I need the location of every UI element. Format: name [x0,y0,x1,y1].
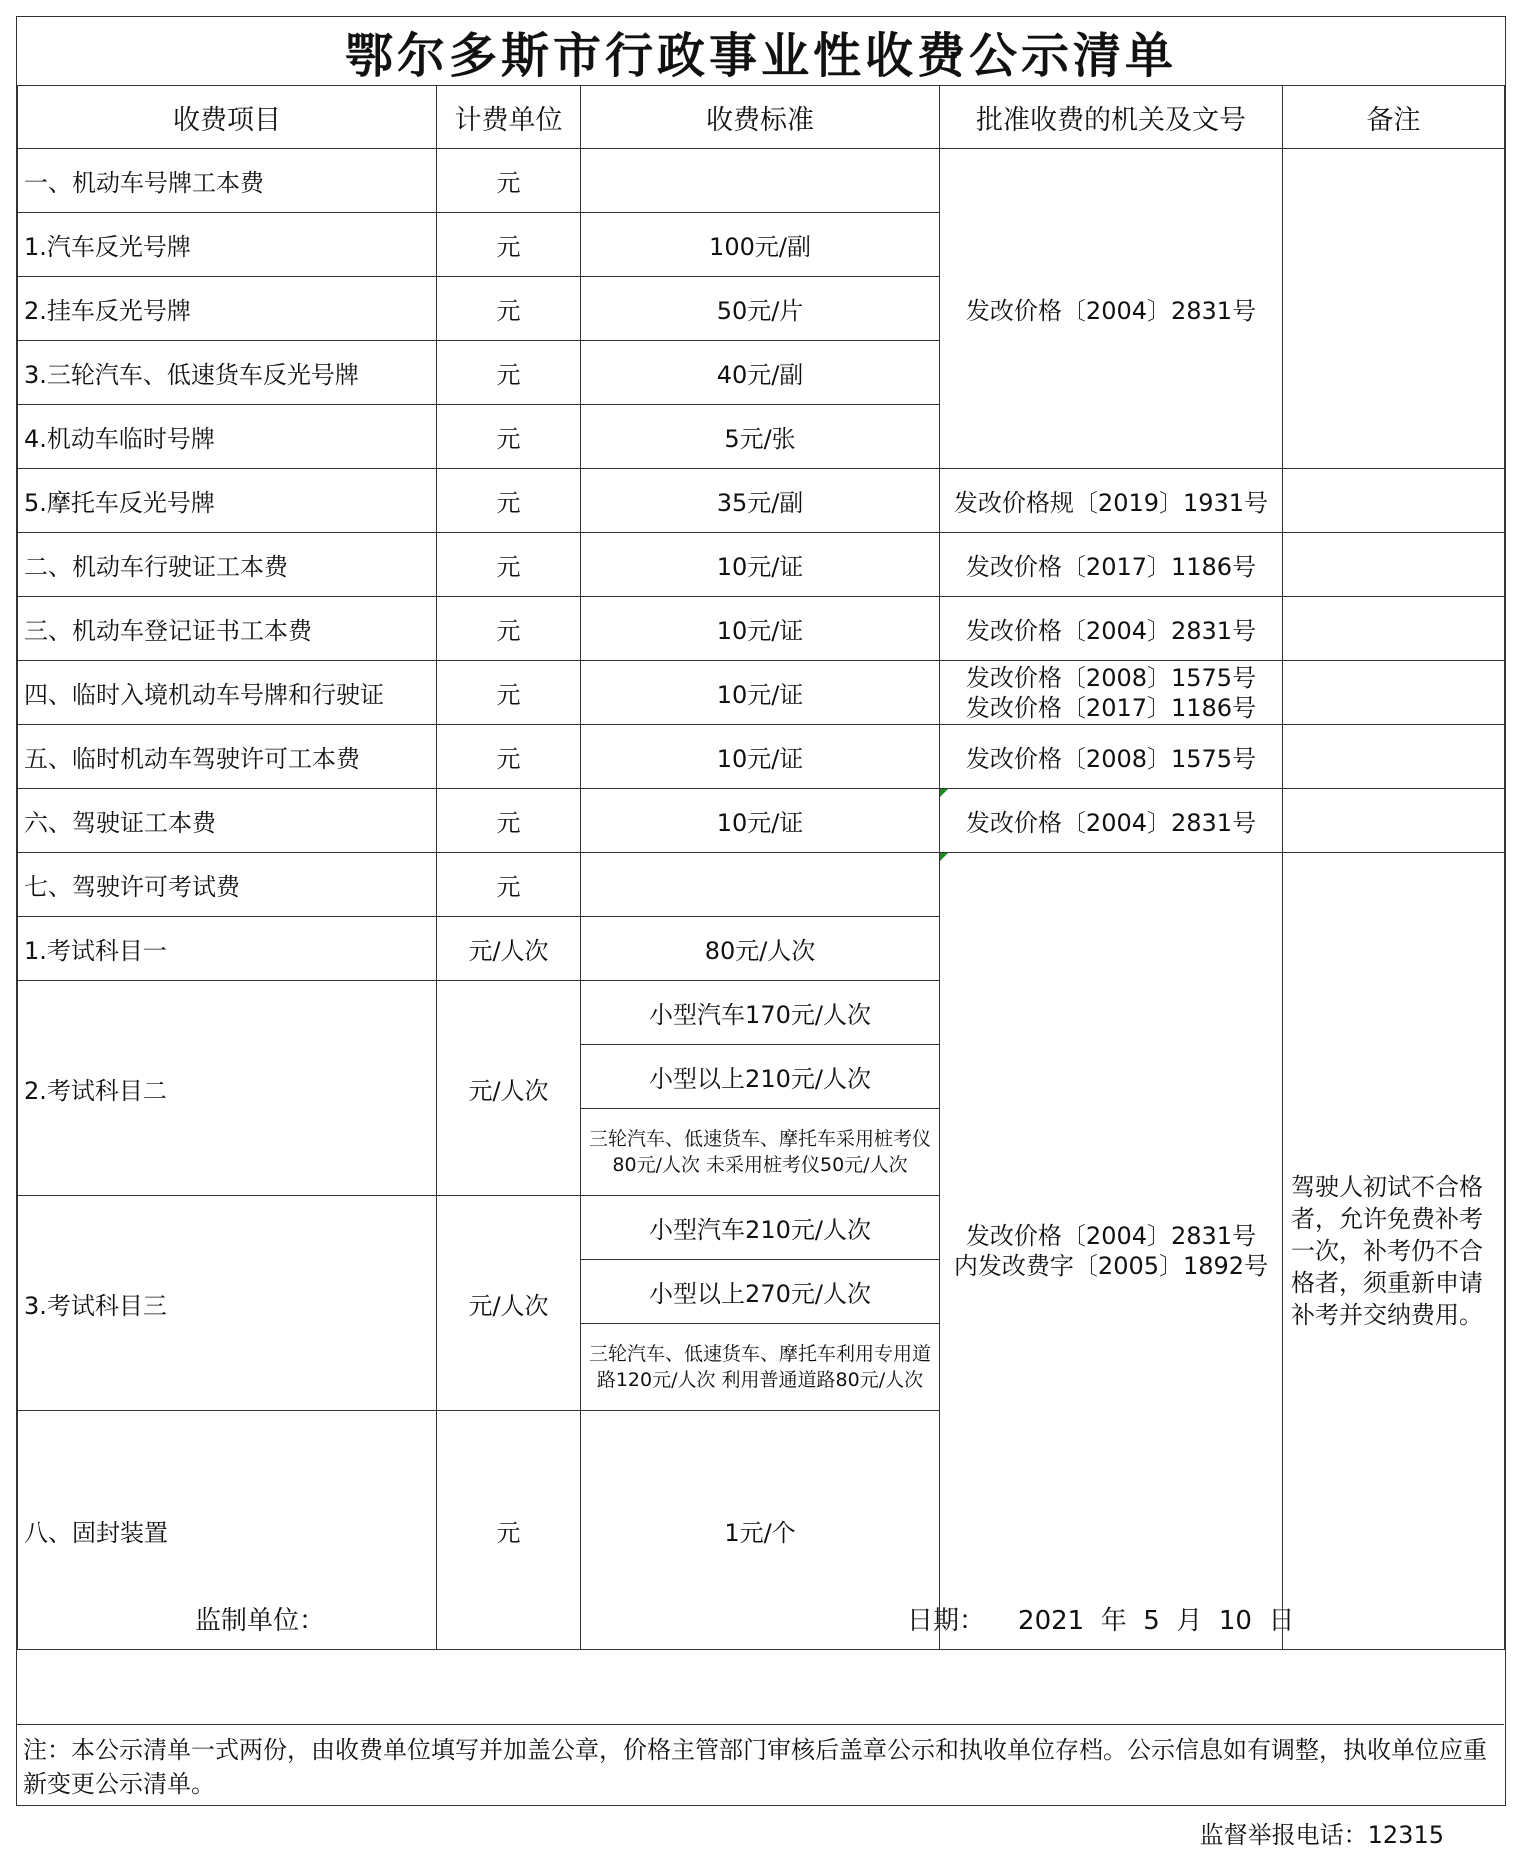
row-item: 二、机动车行驶证工本费 [18,533,437,597]
row-standard: 10元/证 [581,533,940,597]
signature-area [17,1525,1504,1725]
row-unit: 元 [437,789,581,853]
row-unit: 元 [437,341,581,405]
header-approval: 批准收费的机关及文号 [940,86,1283,149]
fee-table [17,85,1505,1650]
row-unit: 元 [437,533,581,597]
row-item: 1.考试科目一 [18,917,437,981]
header-remark: 备注 [1283,86,1505,149]
report-phone: 监督举报电话：12315 [1199,1821,1444,1849]
row-standard: 10元/证 [581,661,940,725]
row-approval: 发改价格〔2017〕1186号 [940,533,1283,597]
table-row [18,661,1505,725]
row-standard [581,853,940,917]
row-remark-exam: 驾驶人初试不合格者，允许免费补考一次，补考仍不合格者，须重新申请补考并交纳费用。 [1283,853,1505,1650]
row-standard: 小型汽车210元/人次 [581,1196,940,1260]
row-item: 4.机动车临时号牌 [18,405,437,469]
row-standard: 80元/人次 [581,917,940,981]
row-standard: 5元/张 [581,405,940,469]
row-remark [1283,597,1505,661]
approval-line: 发改价格〔2004〕2831号 [965,1222,1257,1250]
row-unit: 元 [437,725,581,789]
row-remark [1283,533,1505,597]
date-text: 日期： 2021 年 5 月 10 日 [907,1606,1295,1636]
row-standard: 三轮汽车、低速货车、摩托车利用专用道路120元/人次 利用普通道路80元/人次 [581,1324,940,1411]
table-row [18,853,1505,917]
table-row [18,533,1505,597]
row-standard: 40元/副 [581,341,940,405]
table-row [18,149,1505,213]
row-unit: 元 [437,853,581,917]
row-standard: 小型以上210元/人次 [581,1045,940,1109]
row-standard: 1元/个 [581,1411,940,1650]
approval-line: 发改价格〔2017〕1186号 [965,693,1257,722]
row-standard: 50元/片 [581,277,940,341]
row-standard [581,149,940,213]
row-item: 五、临时机动车驾驶许可工本费 [18,725,437,789]
footer [17,1725,1504,1849]
supervision-unit-label: 监制单位： [195,1606,326,1636]
row-approval: 发改价格规〔2019〕1931号 [940,469,1283,533]
row-unit: 元 [437,1411,581,1650]
table-row [18,725,1505,789]
row-standard: 100元/副 [581,213,940,277]
row-unit: 元 [437,277,581,341]
header-unit: 计费单位 [437,86,581,149]
table-row [18,789,1505,853]
row-remark [1283,469,1505,533]
row-standard: 10元/证 [581,789,940,853]
header-item: 收费项目 [18,86,437,149]
row-unit: 元 [437,405,581,469]
row-remark-plates [1283,149,1505,469]
row-unit: 元/人次 [437,1196,581,1411]
row-approval [940,661,1283,725]
row-unit: 元 [437,597,581,661]
row-item: 5.摩托车反光号牌 [18,469,437,533]
row-unit: 元 [437,469,581,533]
row-approval-plates: 发改价格〔2004〕2831号 [940,149,1283,469]
row-standard: 10元/证 [581,725,940,789]
row-standard: 10元/证 [581,597,940,661]
row-item: 四、临时入境机动车号牌和行驶证 [18,661,437,725]
row-item: 3.考试科目三 [18,1196,437,1411]
row-unit: 元/人次 [437,981,581,1196]
footer-note: 注：本公示清单一式两份，由收费单位填写并加盖公章，价格主管部门审核后盖章公示和执收单位存档。公示信息如有调整，执收单位应重新变更公示清单。 [23,1736,1487,1798]
row-standard: 小型以上270元/人次 [581,1260,940,1324]
approval-line: 内发改费字〔2005〕1892号 [953,1252,1269,1280]
row-item: 八、固封装置 [18,1411,437,1650]
row-item: 2.考试科目二 [18,981,437,1196]
row-standard: 三轮汽车、低速货车、摩托车采用桩考仪80元/人次 未采用桩考仪50元/人次 [581,1109,940,1196]
page-title: 鄂尔多斯市行政事业性收费公示清单 [17,17,1505,86]
row-item: 六、驾驶证工本费 [18,789,437,853]
row-approval: 发改价格〔2008〕1575号 [940,725,1283,789]
table-row [18,597,1505,661]
row-remark [1283,725,1505,789]
row-item: 一、机动车号牌工本费 [18,149,437,213]
row-item: 三、机动车登记证书工本费 [18,597,437,661]
row-unit: 元 [437,149,581,213]
row-approval: 发改价格〔2004〕2831号 [940,789,1283,853]
row-item: 2.挂车反光号牌 [18,277,437,341]
row-unit: 元/人次 [437,917,581,981]
table-row [18,469,1505,533]
row-approval: 发改价格〔2004〕2831号 [940,597,1283,661]
row-standard: 小型汽车170元/人次 [581,981,940,1045]
row-item: 3.三轮汽车、低速货车反光号牌 [18,341,437,405]
header-standard: 收费标准 [581,86,940,149]
row-unit: 元 [437,661,581,725]
fee-sheet [16,16,1506,1849]
approval-line: 发改价格〔2008〕1575号 [965,663,1257,692]
row-unit: 元 [437,213,581,277]
row-remark [1283,789,1505,853]
row-remark [1283,661,1505,725]
row-item: 七、驾驶许可考试费 [18,853,437,917]
table-header-row [18,86,1505,149]
row-standard: 35元/副 [581,469,940,533]
row-item: 1.汽车反光号牌 [18,213,437,277]
